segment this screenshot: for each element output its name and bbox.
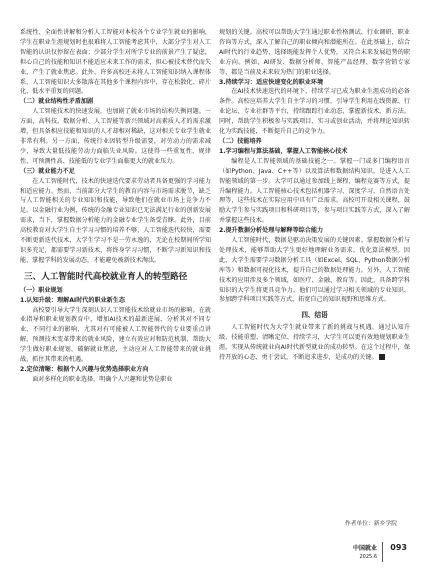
page-footer bbox=[327, 540, 407, 566]
paragraph: 编程是人工智能领域的基础技能之一。掌握一门或多门编程语言（如Python、Java、C++等）以及算法和数据结构知识，是进入人工智能领域的第一步。大学可以通过参加线上课程、编程竞赛等方式，提升编程能力。人工智能核心技术包括机器学习、深度学习、自然语言处理等，这些技术在实际应用中具有广泛需求。高校可开设相关课程，鼓励大学生参与实践项目和科研项目等，参与项目实践等方式，深入了解并掌握这些技术。 bbox=[219, 157, 410, 225]
section-heading: （二）技能培养 bbox=[219, 137, 262, 145]
author-affiliation: 作者单位：新乡学院 bbox=[344, 521, 397, 527]
paragraph: 系统性、全面性讲解和分析人工智能对本校各个专业学生就业的影响，学生在职业生涯规划时也很难将人工智能考虑其中，大部分学生对人工智能的认识仅停留在表面；少部分学生对所学专业的前景产生了疑虑，担心自己的技能和知识不能适应未来工作的需求，担心被技术替代而失业，产生了就业焦虑。此外，许多高校还未将人工智能知识纳入课程体系，人工智能知识大多散落在其他多个课程内容中，存在松散化、碎片化、低水平重复的问题。 bbox=[20, 29, 211, 96]
paragraph: 面对多样化的职业选择，明确个人兴趣和优势是职业 bbox=[32, 375, 173, 383]
subsection-heading: 3.持续学习：适应快速变化的职业环境 bbox=[219, 78, 324, 86]
subsection-heading: 1.认知升级：理解AI时代的职业新生态 bbox=[20, 296, 125, 304]
conclusion-heading: 四、结语 bbox=[301, 311, 328, 320]
page-number: 093 bbox=[390, 543, 407, 552]
subsection-heading: 2.定位清晰：根据个人兴趣与优势选择职业方向 bbox=[20, 366, 149, 373]
right-column bbox=[219, 28, 410, 363]
paragraph: 在人工智能时代，技术的快速迭代要求劳动者具备更强的学习能力和适应能力。然而，当前部分大学生的教育内容与市场需求脱节，缺乏与人工智能相关的专业知识和技能，导致他们在就业市场上竞争力不足。以金融行业为例，传统的金融专业知识已无法满足行业的创新发展需求，当下，掌握数据分析能力的金融专业学生备受青睐。此外，目前高校教育对大学生自主学习习惯的培养不够，人工智能迭代较快，需要不断更新迭代技术，大学生学习不是一劳永逸的，无论在校期间所学知识多充足，都需要学习新技术，将终身学习习惯，不断学习新知识和技能，掌握学科的发展动态，才能避免被新技术淘汰。 bbox=[20, 177, 211, 264]
footer-divider bbox=[382, 542, 383, 562]
conclusion-text: 人工智能时代为大学生就业带来了新的挑战与机遇。通过认知升级、技能重塑、清晰定位、持续学习，大学生可以更有效地规划职业生涯。实现从传统就业向AI时代新型就业的成功转型。在这个过程中，保持开放的心态、勇于尝试，不断追求进步，是成功的关键。 bbox=[219, 324, 410, 361]
paragraph: 在AI技术快速迭代的环境下，持续学习已成为职业生涯成功的必备条件。高校应培养大学生自主学习的习惯，引导学生利用在线资源、行业论坛、专业社群等平台，持续跟踪行业动态、掌握新技术、新方法。同时，帮助学生积极参与实践项目、实习或创业活动，并将理论知识转化为实践技能，不断提升自己的竞争力。 bbox=[219, 88, 410, 136]
subsection-heading: 1.学习编程与算法基础，掌握人工智能核心技术 bbox=[219, 147, 348, 155]
chapter-heading: 三、人工智能时代高校就业育人的转型路径 bbox=[24, 271, 188, 282]
paragraph: 高校要引导大学生深刻认识人工智能技术给就业市场的影响。在就业指导和职业规划教育中，增加AI技术的最新进展、分析其对不同专业、不同行业的影响，尤其对有可能被人工智能替代的专业要重点讲解，预测技术变革带来的就业风险，建立有效应对和防范机制，帮助大学生做好职业规划，破解就业焦虑，主动应对人工智能带来的就业挑战，抓住其带来的机遇。 bbox=[20, 306, 211, 364]
section-heading: （二）就业结构性矛盾加剧 bbox=[20, 98, 94, 106]
paragraph: 规划的关键。高校可以帮助大学生通过职业性格测试、行业调研、职业咨询等方式，深入了解自己的职业倾向和潜能所在。在此基础上，结合AI时代的行业趋势，选择既能发挥个人优势，又符合未来发展趋势的职业方向。例如，AI研发、数据分析师、智能产品经理、数字营销专家等，都是当前及未来较为热门的职业选择。 bbox=[219, 29, 410, 76]
end-mark-icon bbox=[379, 354, 385, 360]
subsection-heading: 2.提升数据分析处理与解释等综合能力 bbox=[219, 227, 324, 235]
magazine-name: 中国就业 bbox=[352, 545, 377, 552]
left-column bbox=[20, 28, 211, 385]
paragraph: 人工智能时代，数据是驱动决策发展的关键因素。掌握数据分析与处理技术，能够帮助大学生更好地理解业务需求、优化算法模型。因此，大学生需要学习数据分析工具（如Excel、SQL、Python数据分析库等）和数据可视化技术，提升自己的数据处理能力。另外，人工智能技术的应用涉及多个领域，如医疗、金融、教育等。因此，具备跨学科知识的大学生将更具竞争力。他们可以通过学习相关领域的专业知识、参加跨学科项目实践等方式，拓宽自己的知识视野和思维方式。 bbox=[219, 237, 410, 304]
magazine-issue: 2025.6 bbox=[359, 554, 377, 560]
section-heading: （三）就业能力不足 bbox=[20, 167, 75, 175]
paragraph bbox=[219, 323, 410, 363]
section-heading: （一）职业规划 bbox=[20, 286, 63, 294]
paragraph: 人工智能技术的快速发展，也加剧了就业市场的结构失衡问题。一方面，高科技、数据分析、人工智能等新兴领域对高素质人才的需求激增，但具备相应技能和知识的人才却相对稀缺，这对相关专业学生就业非常有利。另一方面，传统行业因转型升级需要，对劳动力的需求减少，导致大量低技能劳动力面临失业风险。这使得一些重复性、规律性、可预测性高、技能低的专业学生面临更大的就业压力。 bbox=[20, 108, 211, 165]
